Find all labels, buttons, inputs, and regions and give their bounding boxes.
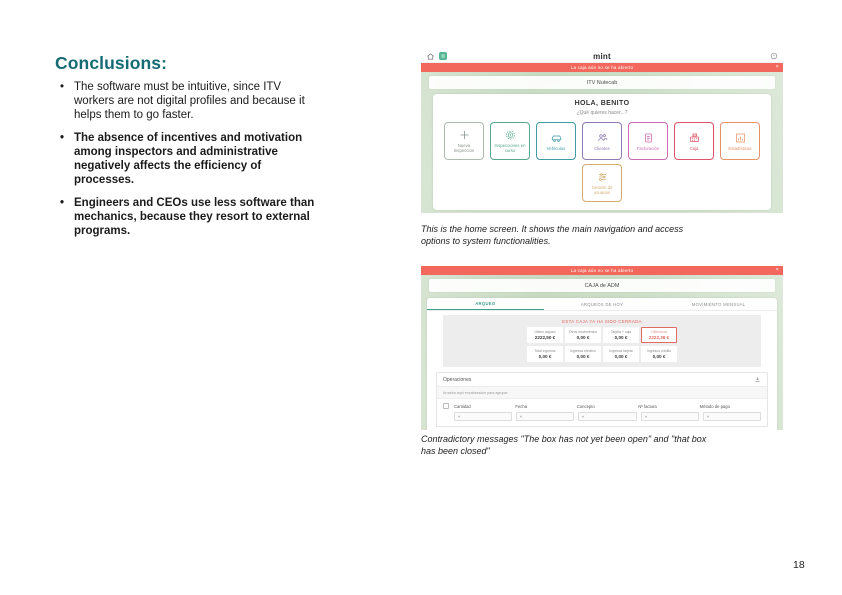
app-title: mint bbox=[593, 51, 611, 61]
alert-text: La caja aún no se ha abierto bbox=[570, 65, 634, 70]
app-logo-icon bbox=[439, 52, 447, 60]
clients-icon bbox=[596, 132, 609, 144]
caja-title-bar: CAJA de ADM bbox=[429, 279, 775, 292]
caja-card bbox=[427, 298, 777, 430]
table-header-row bbox=[437, 399, 767, 412]
tab-movimiento-mensual[interactable]: MOVIMIENTO MENSUAL bbox=[691, 301, 746, 307]
drag-group-hint: Arrastra aquí encabezados para agrupar bbox=[437, 386, 767, 399]
column-header: Cantidad bbox=[454, 403, 471, 409]
stat-label: Total ingresos bbox=[534, 349, 556, 354]
operations-panel bbox=[436, 372, 768, 427]
greeting-text: HOLA, BENITO bbox=[574, 100, 630, 107]
filter-input[interactable] bbox=[578, 412, 636, 421]
funnel-icon bbox=[457, 415, 461, 419]
stat-label: Diferencia bbox=[651, 330, 667, 334]
tile-clientes[interactable] bbox=[582, 122, 622, 160]
figure-caption: Contradictory messages "The box has not yet been open" and "that box has been closed" bbox=[421, 434, 707, 456]
stat-ingresos-efectivo bbox=[565, 346, 601, 362]
tile-label: Facturación bbox=[636, 145, 660, 151]
figure-caption: This is the home screen. It shows the main navigation and access options to system functionalities. bbox=[421, 224, 684, 246]
funnel-icon bbox=[519, 415, 523, 419]
stats-icon bbox=[734, 132, 747, 144]
page-title: Conclusions: bbox=[55, 53, 168, 73]
close-icon[interactable]: × bbox=[775, 64, 779, 70]
tile-nueva-inspeccion[interactable] bbox=[444, 122, 484, 160]
funnel-icon bbox=[644, 415, 648, 419]
page-number: 18 bbox=[793, 559, 805, 571]
stat-value: 0,00 € bbox=[614, 354, 628, 360]
stat-label: Ingresos tarjeta bbox=[609, 349, 633, 354]
stats-row bbox=[443, 327, 761, 343]
funnel-icon bbox=[706, 415, 710, 419]
operations-title: Operaciones bbox=[443, 376, 472, 383]
download-icon[interactable] bbox=[754, 376, 761, 383]
tile-label: Nueva Inspección bbox=[453, 143, 475, 153]
table-filter-row bbox=[437, 412, 767, 426]
alert-banner bbox=[421, 266, 783, 275]
close-icon[interactable]: × bbox=[775, 267, 779, 273]
tile-estadisticas[interactable] bbox=[720, 122, 760, 160]
column-header: Método de pago bbox=[699, 403, 730, 409]
stat-diferencia bbox=[641, 327, 677, 343]
tile-label: Vehículos bbox=[546, 145, 566, 151]
tile-inspecciones-en-curso[interactable] bbox=[490, 122, 530, 160]
plus-icon bbox=[458, 129, 471, 141]
stat-ingresos-tarjeta bbox=[603, 346, 639, 362]
stat-value: 2222,50 € bbox=[534, 335, 556, 341]
prompt-text: ¿Qué quieres hacer...? bbox=[576, 110, 628, 116]
tile-label: Inspecciones en curso bbox=[494, 143, 526, 153]
stat-label: Ingresos crédito bbox=[646, 349, 672, 354]
screenshot-caja bbox=[421, 266, 783, 430]
secondary-tile-row bbox=[433, 164, 771, 202]
inspection-icon bbox=[504, 129, 517, 141]
filter-input[interactable] bbox=[703, 412, 761, 421]
column-header: Concepto bbox=[576, 403, 595, 409]
column-header: Nº factura bbox=[638, 403, 657, 409]
power-icon[interactable] bbox=[770, 52, 778, 60]
sliders-icon bbox=[596, 171, 609, 183]
bullet-item: • The absence of incentives and motivation among inspectors and administrative negatively affects the efficiency of processes. bbox=[57, 131, 319, 187]
bullet-item: • The software must be intuitive, since ITV workers are not digital profiles and because it helps them to go faster. bbox=[57, 80, 319, 122]
filter-input[interactable] bbox=[454, 412, 512, 421]
column-header: Fecha bbox=[515, 403, 528, 409]
stat-otros-movimientos bbox=[565, 327, 601, 343]
tile-label: Caja bbox=[689, 145, 699, 151]
screenshot-home bbox=[421, 50, 783, 213]
home-icon[interactable] bbox=[426, 52, 435, 61]
tile-label: Estadísticas bbox=[728, 145, 752, 151]
arqueo-panel bbox=[443, 315, 761, 367]
alert-banner bbox=[421, 63, 783, 72]
stat-value: 0,00 € bbox=[652, 354, 666, 360]
stat-label: Otros movimientos bbox=[568, 330, 598, 334]
stat-ultimo-arqueo bbox=[527, 327, 563, 343]
car-icon bbox=[550, 132, 563, 144]
tile-facturacion[interactable] bbox=[628, 122, 668, 160]
tab-arqueos-de-hoy[interactable]: ARQUEOS DE HOY bbox=[580, 301, 624, 307]
bullet-item: • Engineers and CEOs use less software than mechanics, because they resort to external programs. bbox=[57, 196, 319, 238]
conclusions-list bbox=[57, 80, 319, 247]
funnel-icon bbox=[581, 415, 585, 419]
stats-row bbox=[443, 346, 761, 362]
stat-label: Ingresos efectivo bbox=[570, 349, 596, 354]
stat-label: Tarjeta + caja bbox=[610, 330, 632, 334]
tile-label: Clientes bbox=[594, 145, 610, 151]
stat-value: 2222,38 € bbox=[648, 335, 670, 341]
tile-caja[interactable] bbox=[674, 122, 714, 160]
tile-row bbox=[433, 122, 771, 160]
stat-ingresos-credito bbox=[641, 346, 677, 362]
stat-value: 0,00 € bbox=[576, 354, 590, 360]
tab-arqueo[interactable]: ARQUEO bbox=[427, 298, 544, 310]
cash-register-icon bbox=[688, 132, 701, 144]
filter-input[interactable] bbox=[641, 412, 699, 421]
tile-gestion-usuarios[interactable] bbox=[582, 164, 622, 202]
home-card bbox=[433, 94, 771, 210]
stat-value: 0,00 € bbox=[576, 335, 590, 341]
tab-bar bbox=[427, 298, 777, 311]
stat-label: Último arqueo bbox=[534, 330, 556, 334]
stat-value: 0,00 € bbox=[614, 335, 628, 341]
stat-total-ingresos bbox=[527, 346, 563, 362]
app-titlebar bbox=[421, 50, 783, 63]
station-bar: ITV Nutecab bbox=[429, 76, 775, 89]
tile-vehiculos[interactable] bbox=[536, 122, 576, 160]
filter-input[interactable] bbox=[516, 412, 574, 421]
tile-label: Gestión de usuarios bbox=[591, 185, 613, 195]
select-all-checkbox[interactable] bbox=[443, 403, 449, 409]
stat-value: 0,00 € bbox=[538, 354, 552, 360]
alert-text: La caja aún no se ha abierto bbox=[570, 268, 634, 273]
stat-tarjeta-caja bbox=[603, 327, 639, 343]
closed-warning: ESTA CAJA YA HA SIDO CERRADA bbox=[562, 319, 642, 324]
invoice-icon bbox=[642, 132, 655, 144]
